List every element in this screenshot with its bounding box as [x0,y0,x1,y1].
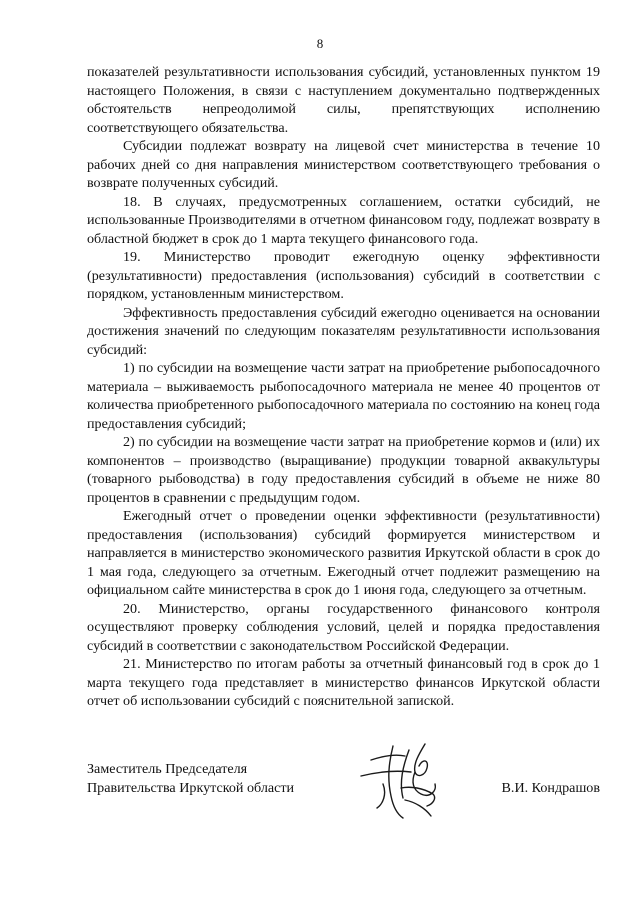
paragraph-2: 18. В случаях, предусмотренных соглашением, остатки субсидий, не использованные Производителями в отчетном финансовом году, подлежат возврату в областной бюджет в срок до 1 марта текущего финансового года. [87,193,600,247]
signatory-position-line-1: Заместитель Председателя [87,761,248,777]
paragraph-6: 2) по субсидии на возмещение части затрат на приобретение кормов и (или) их компонентов – производство (выращивание) продукции товарной аквакультуры (товарного рыбоводства) в году предоставления субсидий в объеме не ниже 80 процентов в сравнении с предыдущим годом. [87,434,600,506]
signatory-position-line-2: Правительства Иркутской области [87,780,295,796]
paragraph-3: 19. Министерство проводит ежегодную оценку эффективности (результативности) предоставления (использования) субсидий в соответствии с порядком, установленным министерством. [87,249,600,302]
paragraph-8: 20. Министерство, органы государственного финансового контроля осуществляют проверку соблюдения условий, целей и порядка предоставления субсидий в соответствии с законодательством Российской Федерации. [87,600,600,654]
paragraph-7: Ежегодный отчет о проведении оценки эффективности (результативности) предоставления (использования) субсидий формируется министерством и направляется в министерство экономического развития Иркутской области в срок до 1 мая года, следующего за отчетным. Ежегодный отчет подлежит размещению на официальном сайте министерства в срок до 1 июня года, следующего за отчетным. [87,508,600,598]
signatory-name: В.И. Кондрашов [501,780,600,796]
page-number: 8 [316,36,324,51]
handwritten-signature [353,738,451,824]
paragraph-4: Эффективность предоставления субсидий ежегодно оценивается на основании достижения значений по следующим показателям результативности использования субсидий: [87,304,600,358]
signature-block [87,760,600,820]
paragraph-0: показателей результативности использования субсидий, установленных пунктом 19 настоящего Положения, в связи с наступлением документально подтвержденных обстоятельств непреодолимой силы, препятствующих исполнению соответствующего обязательства. [87,64,600,136]
paragraph-5: 1) по субсидии на возмещение части затрат на приобретение рыбопосадочного материала – выживаемость рыбопосадочного материала не менее 40 процентов от количества приобретенного рыбопосадочного материала по состоянию на конец года предоставления субсидий; [87,360,600,432]
signatory-position [87,760,294,798]
paragraph-9: 21. Министерство по итогам работы за отчетный финансовый год в срок до 1 марта текущего года представляет в министерство финансов Иркутской области отчет об использовании субсидий с пояснительной запиской. [87,656,600,709]
document-body [87,63,600,711]
paragraph-1: Субсидии подлежат возврату на лицевой счет министерства в течение 10 рабочих дней со дня направления министерством соответствующего требования о возврате полученных субсидий. [87,138,600,191]
